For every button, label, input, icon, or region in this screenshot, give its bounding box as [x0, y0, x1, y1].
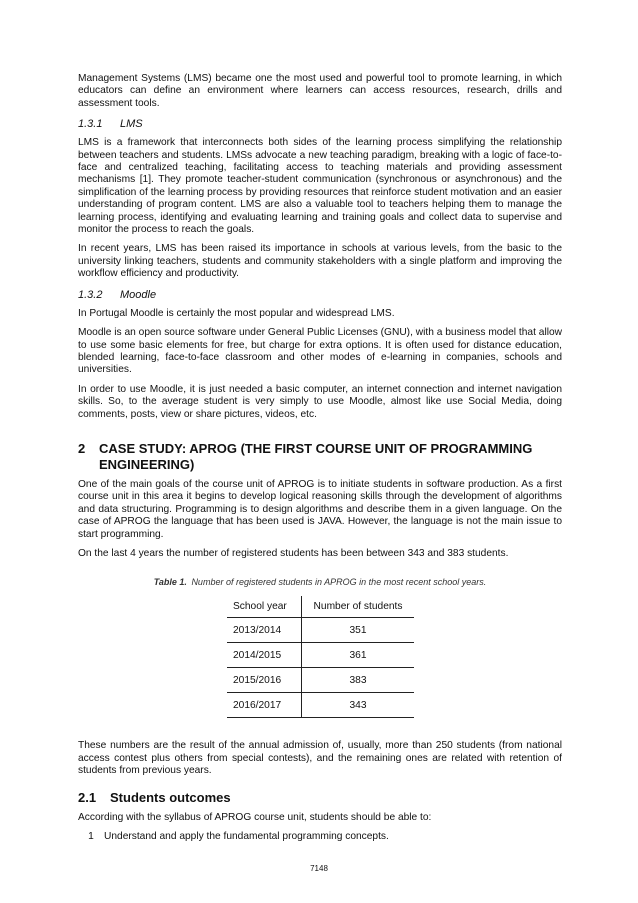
heading-title: CASE STUDY: APROG (THE FIRST COURSE UNIT OF PROGRAMMING ENGINEERING): [99, 440, 533, 472]
list-item: [78, 831, 562, 843]
cell-school-year: 2016/2017: [227, 693, 302, 718]
paragraph: On the last 4 years the number of registered students has been between 343 and 383 students.: [78, 547, 509, 559]
cell-school-year: 2013/2014: [227, 618, 302, 643]
heading-number: 1.3.2: [78, 288, 103, 301]
table-caption: [78, 576, 562, 588]
table-row: [227, 668, 414, 693]
page-number: 7148: [310, 864, 328, 873]
paragraph: One of the main goals of the course unit of APROG is to initiate students in software production. As a first course unit in this area it begins to develop logical reasoning skills through the development of algorithms and data structuring. Programming is to design algorithms and describe them in a given language. On the case of APROG the language that has been used is JAVA. However, the language is not the main issue to start programming.: [78, 478, 562, 540]
cell-number-of-students: 383: [302, 668, 415, 693]
heading-number: 2.1: [78, 789, 97, 805]
heading-number: 2: [78, 440, 86, 456]
table-row: [227, 643, 414, 668]
heading-number: 1.3.1: [78, 118, 103, 131]
paragraph: Management Systems (LMS) became one the most used and powerful tool to promote learning, in which educators can define an environment where learners can access resources, research, drills and assessment tools.: [78, 73, 562, 109]
subsection-heading-moodle: [78, 288, 562, 302]
paragraph: Moodle is an open source software under General Public Licenses (GNU), with a business model that allow to use some basic elements for free, but charge for extra options. It is often used for distance education, blended learning, face-to-face classroom and other modes of e-learning in companies, schools and universities.: [78, 327, 562, 376]
table-header-row: [227, 596, 414, 618]
heading-title: LMS: [120, 118, 143, 131]
heading-title: Moodle: [120, 288, 157, 301]
cell-school-year: 2014/2015: [227, 643, 302, 668]
subsection-heading-lms: [78, 117, 562, 131]
subsection-heading-students-outcomes: [78, 790, 562, 806]
students-table: [227, 596, 414, 718]
paragraph: LMS is a framework that interconnects both sides of the learning process simplifying the relationship between teachers and students. LMSs advocate a new teaching paradigm, breaking with a logic of face-to-face and centralized teaching, facilitating access to teaching materials and providing assessment mechanisms [1]. They promote teacher-student communication (synchronous or asynchronous) and the simplification of the learning process by providing resources that reinforce student motivation and an easier understanding of program content. LMS are also a valuable tool to teachers helping them to manage the learning process, identifying and evaluating learning and training goals and collect data to supervise and monitor the process to reach the goals.: [78, 137, 562, 236]
table-caption-label: Table 1.: [153, 577, 187, 588]
list-item-text: Understand and apply the fundamental programming concepts.: [104, 831, 389, 842]
column-header-number-of-students: Number of students: [302, 596, 415, 618]
column-header-school-year: School year: [227, 596, 302, 618]
paragraph: According with the syllabus of APROG course unit, students should be able to:: [78, 811, 432, 823]
paragraph: In Portugal Moodle is certainly the most popular and widespread LMS.: [78, 307, 395, 319]
paragraph: In recent years, LMS has been raised its importance in schools at various levels, from the basic to the university linking teachers, students and community stakeholders with a single platform and improving the workflow efficiency and productivity.: [78, 243, 562, 280]
cell-school-year: 2015/2016: [227, 668, 302, 693]
page-content: [78, 73, 562, 843]
cell-number-of-students: 351: [302, 618, 415, 643]
paragraph: In order to use Moodle, it is just needed a basic computer, an internet connection and internet navigation skills. So, to the average student is very simply to use Moodle, almost like use Social Media, doing comments, posts, view or share pictures, videos, etc.: [78, 383, 562, 420]
cell-number-of-students: 343: [302, 693, 415, 718]
table-row: [227, 693, 414, 718]
table-caption-text: Number of registered students in APROG in the most recent school years.: [191, 577, 487, 588]
heading-title: Students outcomes: [110, 789, 231, 805]
section-heading-case-study: [78, 441, 562, 473]
table-row: [227, 618, 414, 643]
cell-number-of-students: 361: [302, 643, 415, 668]
list-item-number: 1: [88, 831, 94, 842]
paragraph: These numbers are the result of the annual admission of, usually, more than 250 students (from national access contest plus others from special contests), and the remaining ones are related with retention of students from previous years.: [78, 740, 562, 777]
